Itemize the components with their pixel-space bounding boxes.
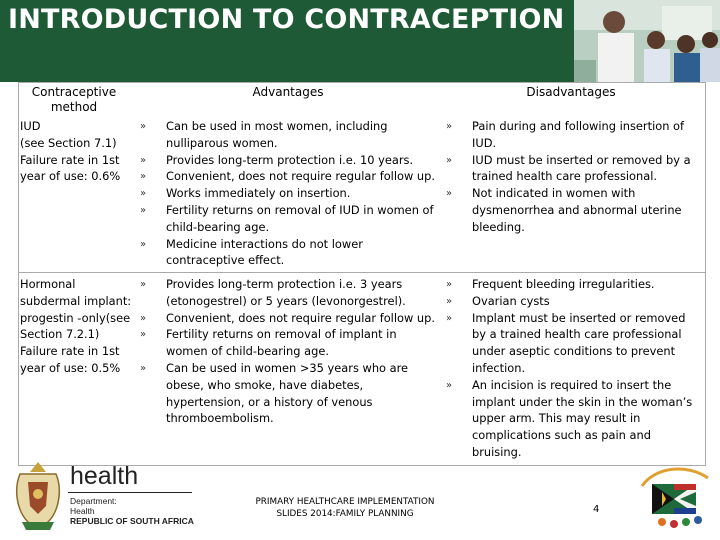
list-item: » An incision is required to insert the implant under the skin in the woman’s upper arm. This may result in complications such as pain and bruising. xyxy=(446,377,702,461)
method-failure-rate: Failure rate in 1st year of use: 0.5% xyxy=(20,344,121,375)
dept-line-1: Department: xyxy=(70,496,117,506)
header-disadvantages: Disadvantages xyxy=(526,85,616,99)
page-number: 4 xyxy=(593,504,600,515)
list-item: » Fertility returns on removal of implant in women of child-bearing age. xyxy=(140,326,440,360)
row-implant-disadvantages xyxy=(446,276,702,461)
list-item: » Medicine interactions do not lower contraceptive effect. xyxy=(140,236,440,270)
list-item: » Provides long-term protection i.e. 10 years. xyxy=(140,152,440,169)
footer-line-2: SLIDES 2014:FAMILY PLANNING xyxy=(276,509,414,519)
method-reference: (see Section 7.1) xyxy=(20,135,117,150)
method-name: Hormonal subdermal implant: progestin -only(see Section 7.2.1) xyxy=(20,277,132,342)
header-advantages: Advantages xyxy=(252,85,324,99)
health-logo-word: health xyxy=(70,462,139,490)
list-item: » Convenient, does not require regular follow up. xyxy=(140,310,440,327)
dept-line-3: REPUBLIC OF SOUTH AFRICA xyxy=(70,516,194,526)
list-item: » Fertility returns on removal of IUD in women of child-bearing age. xyxy=(140,202,440,236)
dept-line-2: Health xyxy=(70,506,95,516)
list-item: » Not indicated in women with dysmenorrhea and abnormal uterine bleeding. xyxy=(446,185,702,235)
list-item: » Ovarian cysts xyxy=(446,293,702,310)
method-name: IUD xyxy=(20,119,41,133)
list-item: » Can be used in women >35 years who are obese, who smoke, have diabetes, hypertension, or a history of venous thromboembolism. xyxy=(140,360,440,427)
list-item: » Convenient, does not require regular follow up. xyxy=(140,168,440,185)
header-photo xyxy=(574,0,720,82)
coat-of-arms-icon xyxy=(10,458,66,534)
row-iud-disadvantages xyxy=(446,118,702,236)
footer-line-1: PRIMARY HEALTHCARE IMPLEMENTATION xyxy=(255,497,435,507)
row-iud-advantages xyxy=(140,118,440,269)
header-method: Contraceptive method xyxy=(31,85,117,114)
anniversary-emblem-icon xyxy=(622,458,714,536)
row-implant-method xyxy=(20,276,138,377)
list-item: » Frequent bleeding irregularities. xyxy=(446,276,702,293)
row-divider xyxy=(18,272,706,273)
footer-caption xyxy=(240,496,450,520)
slide-title: INTRODUCTION TO CONTRACEPTION xyxy=(8,4,565,35)
list-item: » IUD must be inserted or removed by a trained health care professional. xyxy=(446,152,702,186)
method-failure-rate: Failure rate in 1st year of use: 0.6% xyxy=(20,152,121,184)
row-implant-advantages xyxy=(140,276,440,427)
row-iud-method xyxy=(20,118,136,185)
list-item: » Implant must be inserted or removed by a trained health care professional under aseptic conditions to prevent infection. xyxy=(446,310,702,377)
anniversary-logo xyxy=(622,458,714,536)
logo-divider xyxy=(68,492,192,493)
list-item: » Provides long-term protection i.e. 3 years (etonogestrel) or 5 years (levonorgestrel). xyxy=(140,276,440,310)
list-item: » Pain during and following insertion of IUD. xyxy=(446,118,702,152)
department-name xyxy=(70,496,194,526)
list-item: » Can be used in most women, including nulliparous women. xyxy=(140,118,440,152)
list-item: » Works immediately on insertion. xyxy=(140,185,440,202)
